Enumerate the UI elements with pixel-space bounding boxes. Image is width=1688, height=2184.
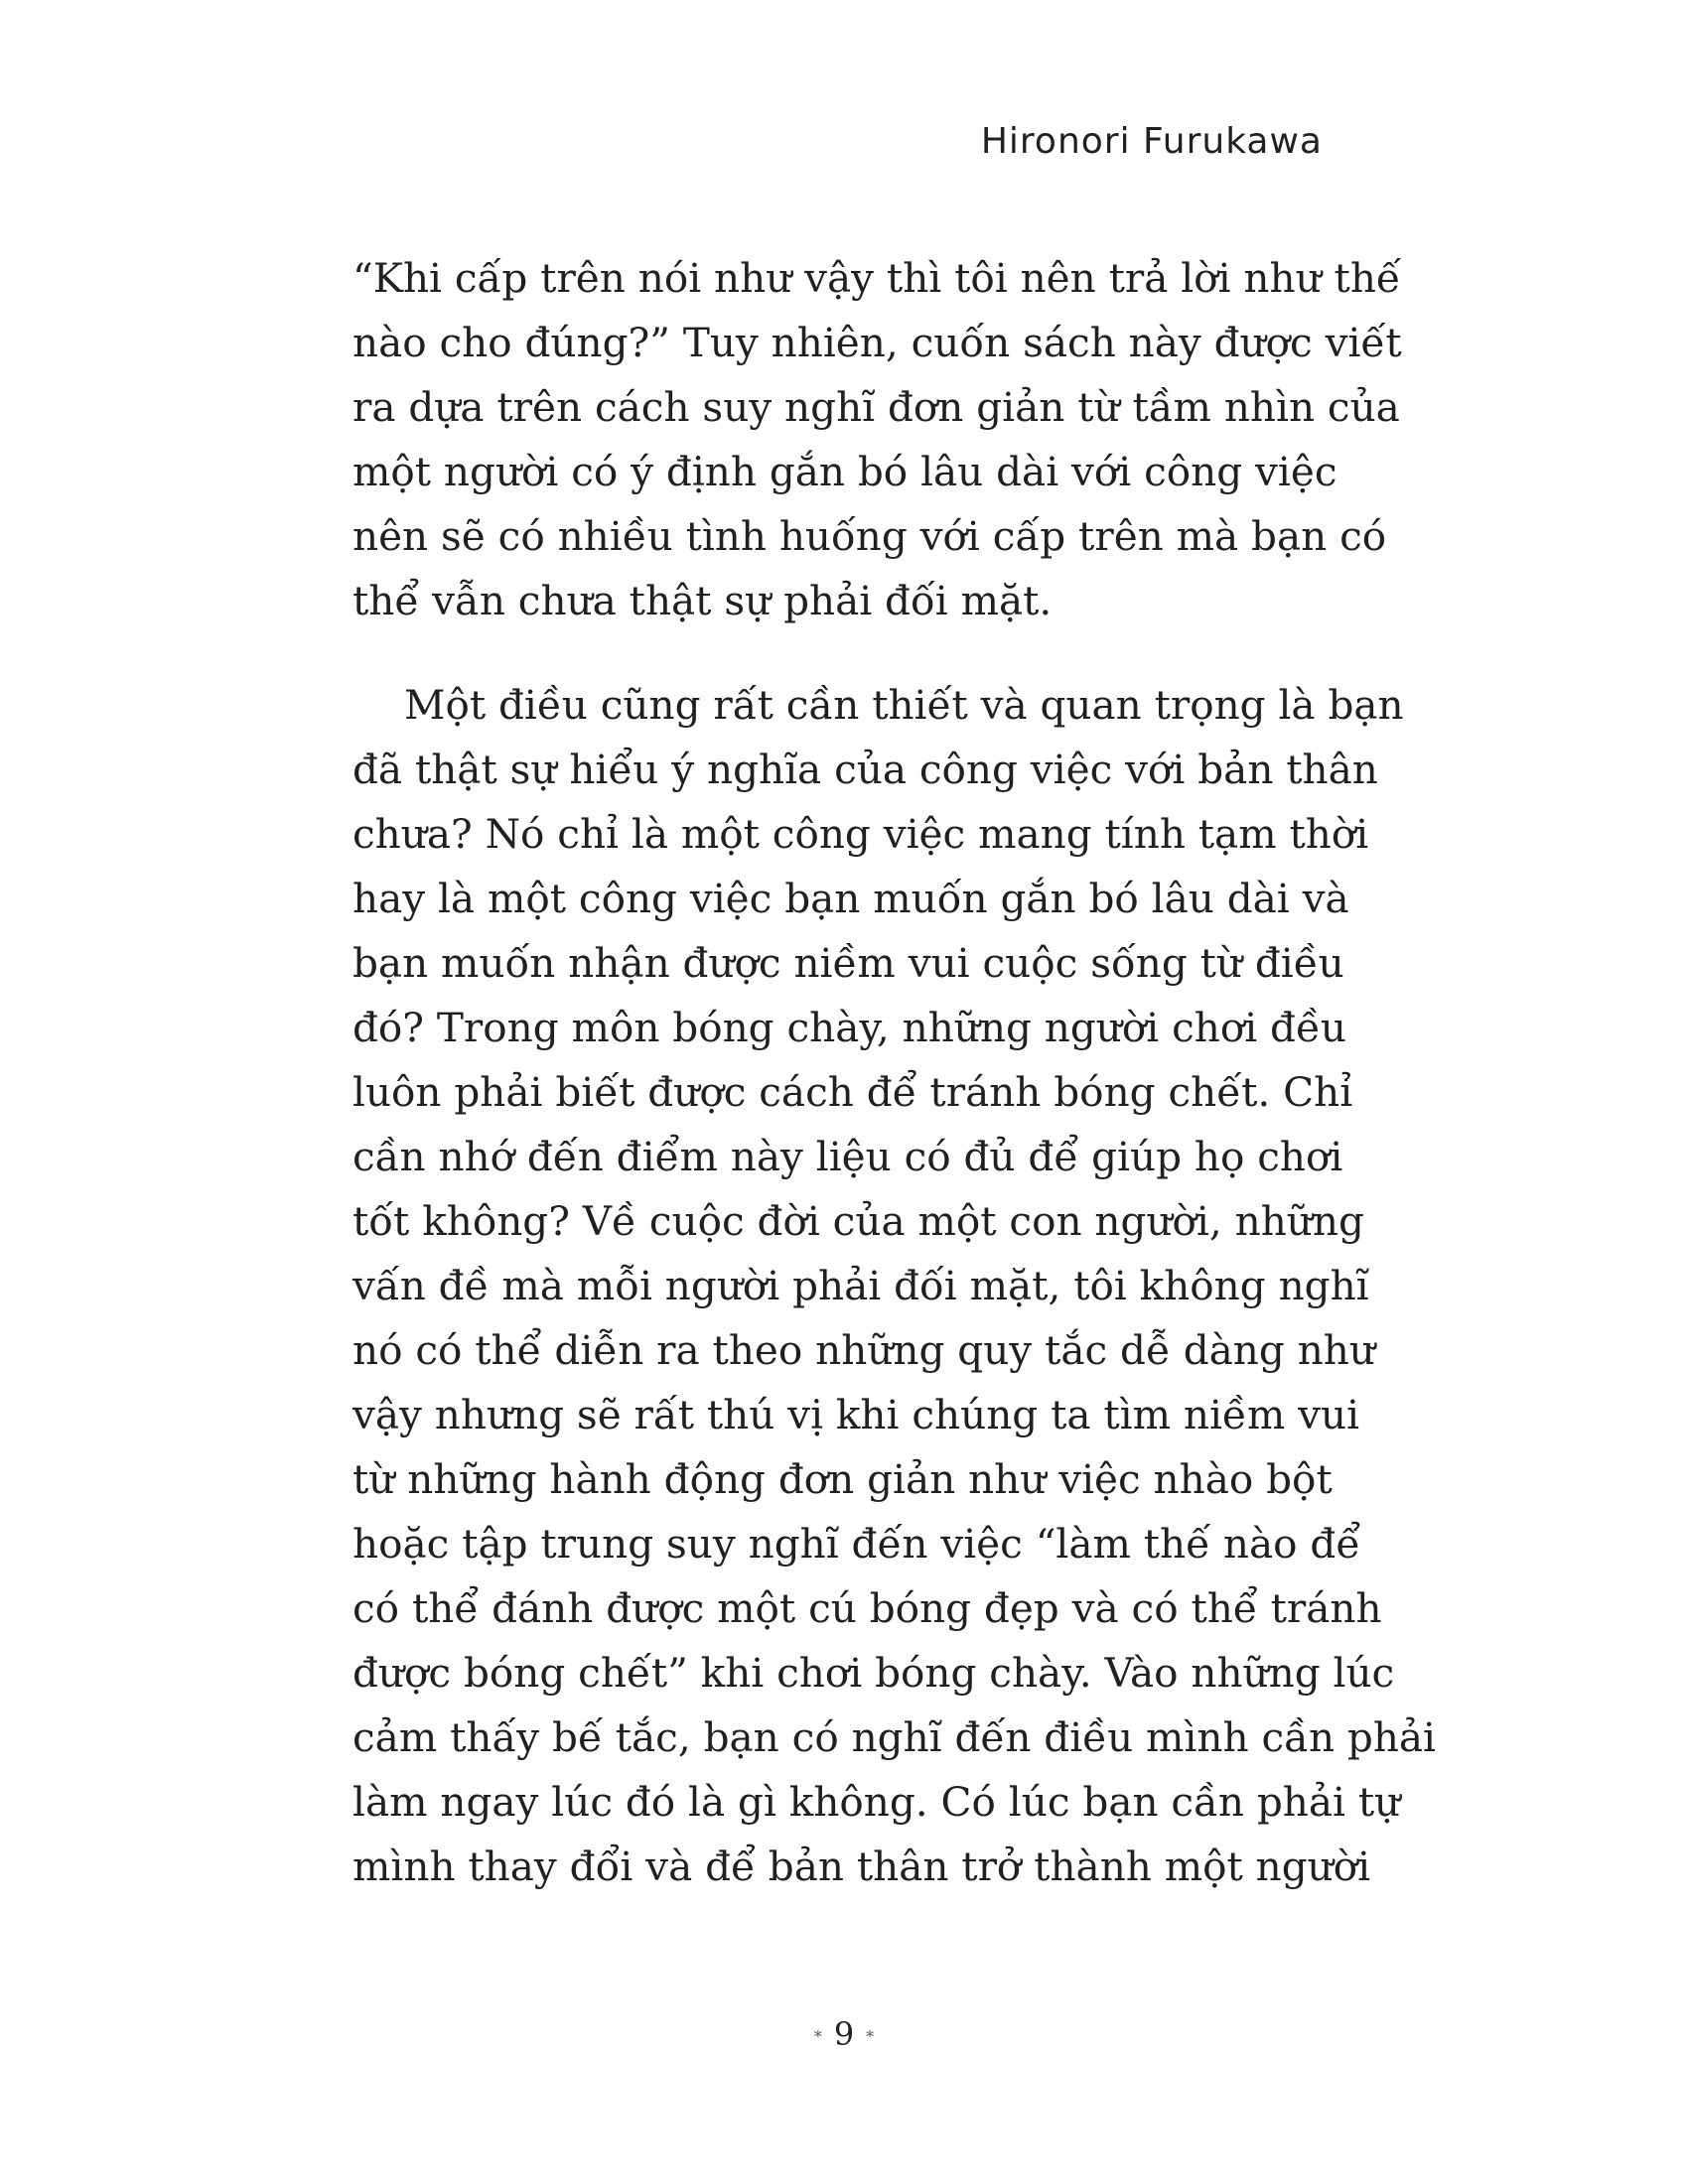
- text-line: hay là một công việc bạn muốn gắn bó lâu dài và: [352, 875, 1349, 922]
- text-line: được bóng chết” khi chơi bóng chày. Vào những lúc: [352, 1649, 1395, 1697]
- body-text: [352, 246, 1437, 1899]
- text-line: luôn phải biết được cách để tránh bóng chết. Chỉ: [352, 1068, 1353, 1116]
- text-line: thể vẫn chưa thật sự phải đối mặt.: [352, 577, 1053, 624]
- text-line: làm ngay lúc đó là gì không. Có lúc bạn cần phải tự: [352, 1778, 1401, 1826]
- page-footer: [0, 2015, 1688, 2053]
- text-line: vấn đề mà mỗi người phải đối mặt, tôi không nghĩ: [352, 1262, 1369, 1309]
- text-line: nó có thể diễn ra theo những quy tắc dễ dàng như: [352, 1326, 1375, 1374]
- text-line: “Khi cấp trên nói như vậy thì tôi nên trả lời như thế: [352, 254, 1401, 302]
- page-number: 9: [833, 2015, 855, 2053]
- ornament-left: *: [813, 2027, 822, 2046]
- text-line: tốt không? Về cuộc đời của một con người, những: [352, 1197, 1364, 1245]
- text-line: nào cho đúng?” Tuy nhiên, cuốn sách này được viết: [352, 319, 1402, 366]
- text-line: cảm thấy bế tắc, bạn có nghĩ đến điều mình cần phải: [352, 1713, 1437, 1761]
- text-line: nên sẽ có nhiều tình huống với cấp trên mà bạn có: [352, 512, 1387, 560]
- paragraph-1: [352, 246, 1402, 633]
- text-line: vậy nhưng sẽ rất thú vị khi chúng ta tìm niềm vui: [352, 1391, 1360, 1438]
- text-line: Một điều cũng rất cần thiết và quan trọng là bạn: [404, 681, 1404, 729]
- running-header-author: Hironori Furukawa: [980, 121, 1323, 162]
- text-line: bạn muốn nhận được niềm vui cuộc sống từ điều: [352, 939, 1344, 987]
- text-line: đó? Trong môn bóng chày, những người chơi đều: [352, 1004, 1346, 1051]
- text-line: cần nhớ đến điểm này liệu có đủ để giúp họ chơi: [352, 1133, 1343, 1180]
- text-line: chưa? Nó chỉ là một công việc mang tính tạm thời: [352, 810, 1369, 858]
- text-line: một người có ý định gắn bó lâu dài với công việc: [352, 448, 1337, 495]
- text-line: mình thay đổi và để bản thân trở thành một người: [352, 1843, 1371, 1890]
- text-line: hoặc tập trung suy nghĩ đến việc “làm thế nào để: [352, 1520, 1361, 1568]
- text-line: có thể đánh được một cú bóng đẹp và có thể tránh: [352, 1584, 1382, 1632]
- text-line: ra dựa trên cách suy nghĩ đơn giản từ tầm nhìn của: [352, 383, 1400, 431]
- text-line: từ những hành động đơn giản như việc nhào bột: [352, 1455, 1333, 1503]
- ornament-right: *: [866, 2027, 875, 2046]
- paragraph-2: [352, 673, 1437, 1899]
- text-line: đã thật sự hiểu ý nghĩa của công việc với bản thân: [352, 746, 1378, 793]
